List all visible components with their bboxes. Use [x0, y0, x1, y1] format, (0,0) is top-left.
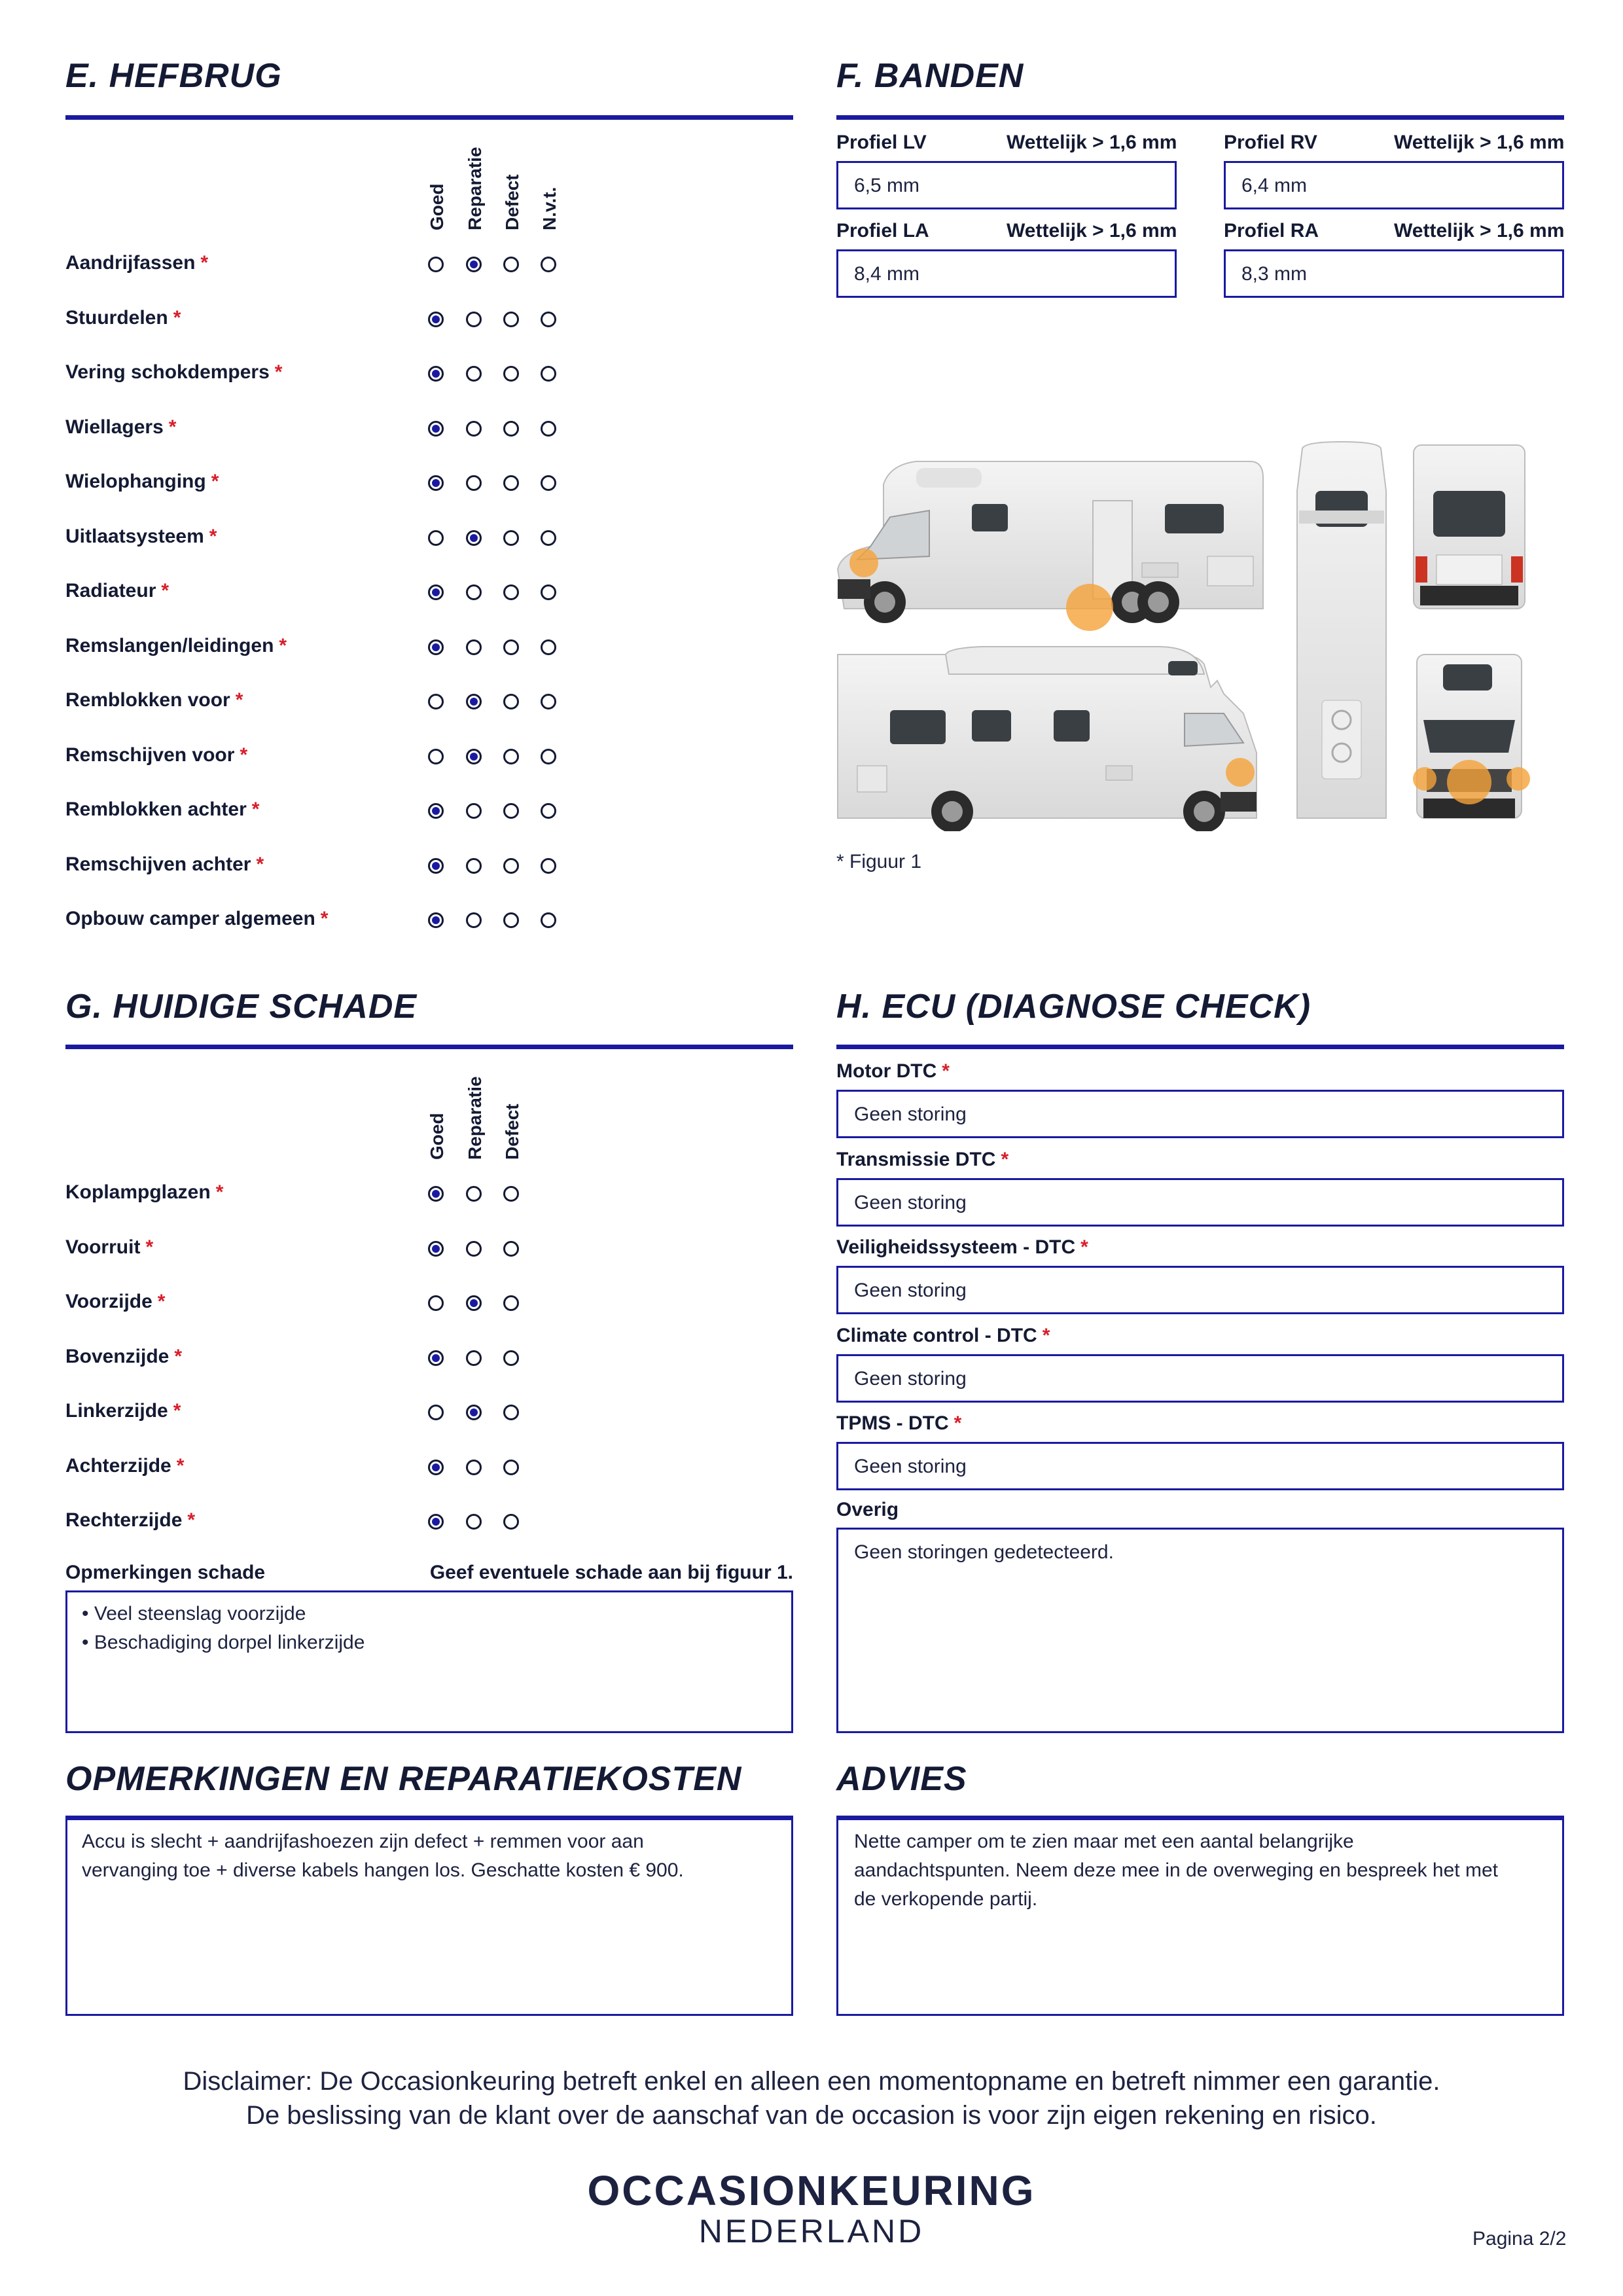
required-marker: * [168, 416, 177, 438]
opmerkingen-title: OPMERKINGEN EN REPARATIEKOSTEN [65, 1760, 742, 1798]
radio-option[interactable] [503, 257, 519, 272]
radio-option[interactable] [466, 1186, 482, 1202]
required-marker: * [187, 1509, 196, 1531]
schade-title: G. HUIDIGE SCHADE [65, 988, 418, 1026]
ecu-field-label-text: Motor DTC [836, 1060, 937, 1082]
radio-option[interactable] [503, 1186, 519, 1202]
ecu-field-label-text: Climate control - DTC [836, 1324, 1037, 1346]
radio-option[interactable] [541, 694, 556, 709]
radio-option[interactable] [541, 530, 556, 546]
radio-option[interactable] [428, 639, 444, 655]
row-label-text: Opbouw camper algemeen [65, 908, 315, 929]
radio-option[interactable] [466, 639, 482, 655]
column-header: Defect [502, 174, 522, 230]
radio-option[interactable] [466, 257, 482, 272]
radio-option[interactable] [503, 1241, 519, 1257]
row-label [65, 361, 282, 384]
radio-option[interactable] [466, 749, 482, 764]
radio-option[interactable] [541, 312, 556, 327]
row-label-text: Aandrijfassen [65, 252, 196, 274]
damage-marker [1507, 767, 1530, 791]
disclaimer-line-2: De beslissing van de klant over de aanschaf van de occasion is voor zijn eigen rekening en risico. [246, 2101, 1377, 2130]
required-marker: * [157, 1291, 166, 1312]
radio-option[interactable] [541, 584, 556, 600]
profiel-la-value: 8,4 mm [854, 263, 920, 285]
logo-subtitle: NEDERLAND [698, 2213, 925, 2250]
row-label [65, 853, 264, 876]
radio-option[interactable] [466, 421, 482, 437]
radio-option[interactable] [541, 421, 556, 437]
radio-option[interactable] [428, 1460, 444, 1475]
radio-option[interactable] [428, 749, 444, 764]
row-label-text: Remschijven achter [65, 853, 251, 875]
radio-option[interactable] [541, 912, 556, 928]
schade-remarks-text: • Veel steenslag voorzijde • Beschadiging dorpel linkerzijde [82, 1603, 365, 1653]
radio-option[interactable] [428, 475, 444, 491]
radio-option[interactable] [541, 257, 556, 272]
profiel-ra-label: Profiel RA [1224, 220, 1319, 242]
row-label-text: Radiateur [65, 580, 156, 601]
profiel-rv-value: 6,4 mm [1241, 175, 1308, 196]
ecu-field-label [836, 1236, 1088, 1259]
required-marker: * [279, 634, 287, 656]
row-label-text: Koplampglazen [65, 1181, 211, 1203]
radio-option[interactable] [503, 366, 519, 382]
radio-option[interactable] [503, 694, 519, 709]
row-label-text: Remschijven voor [65, 744, 235, 766]
row-label [65, 307, 181, 329]
radio-option[interactable] [428, 1514, 444, 1530]
row-label [65, 1509, 195, 1532]
camper-top-view [1297, 442, 1386, 818]
radio-option[interactable] [428, 366, 444, 382]
row-label [65, 1291, 165, 1313]
required-marker: * [954, 1412, 962, 1434]
page-number: Pagina 2/2 [1472, 2228, 1567, 2250]
radio-option[interactable] [466, 1295, 482, 1311]
radio-option[interactable] [503, 639, 519, 655]
radio-option[interactable] [466, 912, 482, 928]
row-label [65, 580, 169, 602]
required-marker: * [235, 689, 243, 711]
radio-option[interactable] [503, 1460, 519, 1475]
row-label-text: Voorzijde [65, 1291, 152, 1312]
row-label-text: Wiellagers [65, 416, 164, 438]
required-marker: * [211, 471, 219, 492]
required-marker: * [161, 580, 169, 601]
ecu-field-label [836, 1325, 1050, 1347]
required-marker: * [209, 525, 217, 547]
radio-option[interactable] [503, 912, 519, 928]
radio-option[interactable] [503, 1350, 519, 1366]
advies-text: Nette camper om te zien maar met een aantal belangrijke aandachtspunten. Neem deze mee in de overweging en bespreek het met de verkopende partij. [854, 1831, 1498, 1910]
radio-option[interactable] [466, 1405, 482, 1420]
required-marker: * [174, 1345, 183, 1367]
ecu-field-label [836, 1149, 1008, 1171]
row-label [65, 471, 219, 493]
logo-title: OCCASIONKEURING [587, 2167, 1036, 2214]
required-marker: * [240, 744, 248, 766]
row-label-text: Vering schokdempers [65, 361, 270, 383]
row-label-text: Rechterzijde [65, 1509, 183, 1531]
required-marker: * [200, 252, 209, 274]
ecu-rule [836, 1045, 1564, 1049]
required-marker: * [1042, 1324, 1050, 1346]
damage-marker [1066, 584, 1113, 631]
required-marker: * [215, 1181, 224, 1203]
required-marker: * [1080, 1236, 1088, 1258]
row-label [65, 1181, 223, 1204]
schade-remarks-hint: Geef eventuele schade aan bij figuur 1. [429, 1562, 793, 1583]
disclaimer-line-1: Disclaimer: De Occasionkeuring betreft enkel en alleen een momentopname en betreft nimmer een garantie. [183, 2067, 1440, 2096]
damage-marker [849, 548, 878, 577]
radio-option[interactable] [428, 1350, 444, 1366]
schade-remarks-label: Opmerkingen schade [65, 1562, 266, 1583]
ecu-overig-text: Geen storingen gedetecteerd. [854, 1541, 1114, 1563]
row-label [65, 908, 328, 930]
required-marker: * [1001, 1148, 1009, 1170]
advies-title: ADVIES [836, 1760, 967, 1798]
column-header: Goed [427, 183, 447, 230]
radio-option[interactable] [428, 858, 444, 874]
ecu-field-value: Geen storing [854, 1280, 967, 1301]
ecu-field-label-text: Veiligheidssysteem - DTC [836, 1236, 1076, 1258]
row-label-text: Remslangen/leidingen [65, 634, 274, 656]
ecu-field-label-text: TPMS - DTC [836, 1412, 949, 1434]
profiel-lv-value: 6,5 mm [854, 175, 920, 196]
radio-option[interactable] [466, 312, 482, 327]
row-label-text: Linkerzijde [65, 1400, 168, 1422]
profiel-rv-legal: Wettelijk > 1,6 mm [1394, 132, 1565, 153]
radio-option[interactable] [428, 1241, 444, 1257]
radio-option[interactable] [541, 858, 556, 874]
radio-option[interactable] [541, 475, 556, 491]
radio-option[interactable] [503, 421, 519, 437]
row-label [65, 689, 243, 711]
column-header: Goed [427, 1113, 447, 1160]
radio-option[interactable] [503, 475, 519, 491]
radio-option[interactable] [428, 1186, 444, 1202]
row-label [65, 744, 247, 766]
radio-option[interactable] [428, 803, 444, 819]
row-label-text: Wielophanging [65, 471, 206, 492]
profiel-la-label: Profiel LA [836, 220, 929, 242]
row-label-text: Remblokken voor [65, 689, 230, 711]
radio-option[interactable] [466, 858, 482, 874]
radio-option[interactable] [466, 694, 482, 709]
row-label-text: Voorruit [65, 1236, 141, 1258]
camper-rear-view [1414, 445, 1525, 609]
column-header: Reparatie [465, 1076, 485, 1160]
profiel-rv-label: Profiel RV [1224, 132, 1317, 153]
radio-option[interactable] [503, 312, 519, 327]
row-label [65, 1400, 181, 1422]
radio-option[interactable] [541, 803, 556, 819]
radio-option[interactable] [503, 803, 519, 819]
row-label-text: Remblokken achter [65, 798, 247, 820]
ecu-field-value: Geen storing [854, 1103, 967, 1125]
camper-figure[interactable] [831, 439, 1571, 831]
radio-option[interactable] [541, 366, 556, 382]
camper-side-right-view [838, 647, 1257, 831]
radio-option[interactable] [466, 530, 482, 546]
required-marker: * [176, 1454, 185, 1477]
radio-option[interactable] [541, 749, 556, 764]
radio-option[interactable] [503, 530, 519, 546]
radio-option[interactable] [428, 1295, 444, 1311]
radio-option[interactable] [503, 1405, 519, 1420]
hefbrug-title: E. HEFBRUG [65, 57, 282, 95]
radio-option[interactable] [503, 749, 519, 764]
damage-marker [1413, 767, 1436, 791]
required-marker: * [145, 1236, 154, 1258]
required-marker: * [274, 361, 283, 383]
radio-option[interactable] [466, 1241, 482, 1257]
profiel-lv-legal: Wettelijk > 1,6 mm [1007, 132, 1177, 153]
row-label [65, 635, 287, 657]
column-header: Defect [502, 1103, 522, 1160]
row-label [65, 1346, 182, 1368]
radio-option[interactable] [466, 1514, 482, 1530]
column-header: Reparatie [465, 147, 485, 230]
row-label [65, 416, 176, 439]
ecu-field-value: Geen storing [854, 1456, 967, 1477]
row-label-text: Stuurdelen [65, 306, 168, 329]
radio-option[interactable] [428, 421, 444, 437]
row-label [65, 798, 259, 821]
radio-option[interactable] [466, 475, 482, 491]
damage-marker [1226, 758, 1255, 787]
ecu-field-label-text: Transmissie DTC [836, 1148, 996, 1170]
camper-side-left-view [838, 461, 1263, 631]
row-label [65, 1236, 153, 1259]
profiel-ra-value: 8,3 mm [1241, 263, 1308, 285]
row-label [65, 252, 208, 274]
damage-marker [1447, 760, 1491, 804]
radio-option[interactable] [503, 858, 519, 874]
ecu-field-value: Geen storing [854, 1367, 967, 1390]
profiel-ra-legal: Wettelijk > 1,6 mm [1394, 220, 1565, 242]
row-label-text: Achterzijde [65, 1454, 171, 1477]
hefbrug-rule [65, 115, 793, 120]
camper-front-view [1413, 655, 1530, 818]
radio-option[interactable] [428, 530, 444, 546]
radio-option[interactable] [466, 366, 482, 382]
schade-rule [65, 1045, 793, 1049]
row-label-text: Uitlaatsysteem [65, 525, 204, 547]
radio-option[interactable] [428, 912, 444, 928]
row-label [65, 1455, 184, 1477]
required-marker: * [256, 853, 264, 875]
radio-option[interactable] [428, 257, 444, 272]
radio-option[interactable] [466, 803, 482, 819]
radio-option[interactable] [503, 1295, 519, 1311]
ecu-field-label [836, 1060, 950, 1083]
radio-option[interactable] [428, 1405, 444, 1420]
required-marker: * [173, 1400, 181, 1422]
column-header: N.v.t. [539, 187, 560, 230]
radio-option[interactable] [541, 639, 556, 655]
radio-option[interactable] [503, 1514, 519, 1530]
ecu-field-value: Geen storing [854, 1191, 967, 1213]
required-marker: * [251, 798, 260, 820]
radio-option[interactable] [466, 1460, 482, 1475]
banden-rule [836, 115, 1564, 120]
radio-option[interactable] [428, 584, 444, 600]
row-label-text: Bovenzijde [65, 1345, 169, 1367]
row-label [65, 526, 217, 548]
radio-option[interactable] [466, 1350, 482, 1366]
ecu-overig-label: Overig [836, 1499, 899, 1520]
ecu-title: H. ECU (DIAGNOSE CHECK) [836, 988, 1311, 1026]
ecu-field-label [836, 1412, 961, 1435]
required-marker: * [173, 306, 181, 329]
profiel-la-legal: Wettelijk > 1,6 mm [1007, 220, 1177, 242]
radio-option[interactable] [428, 312, 444, 327]
radio-option[interactable] [428, 694, 444, 709]
figure-caption: * Figuur 1 [836, 851, 922, 872]
profiel-lv-label: Profiel LV [836, 132, 927, 153]
banden-title: F. BANDEN [836, 57, 1024, 95]
opmerkingen-text: Accu is slecht + aandrijfashoezen zijn defect + remmen voor aan vervanging toe + diverse kabels hangen los. Geschatte kosten € 900. [82, 1831, 684, 1881]
radio-option[interactable] [503, 584, 519, 600]
radio-option[interactable] [466, 584, 482, 600]
required-marker: * [942, 1060, 950, 1082]
required-marker: * [320, 908, 329, 929]
